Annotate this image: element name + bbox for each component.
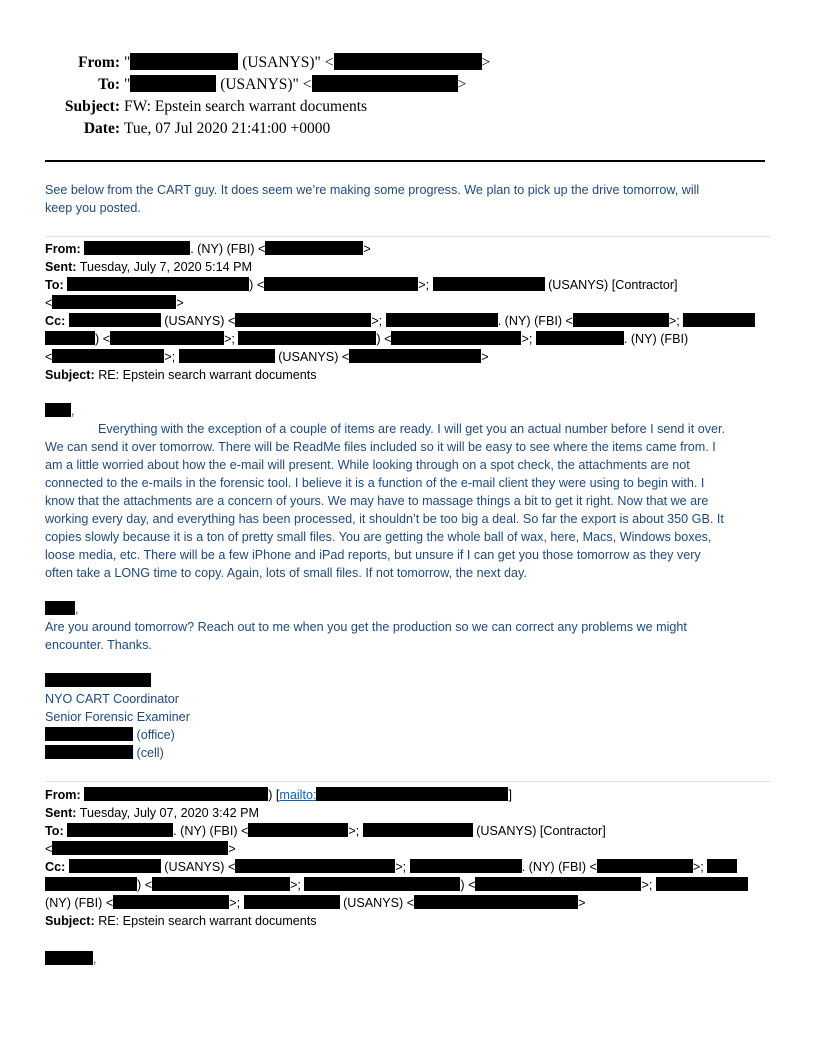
message1-from-line: From: . (NY) (FBI) < > (45, 242, 371, 256)
redaction (84, 241, 190, 255)
redaction (113, 895, 229, 909)
greeting: , (45, 402, 75, 420)
message1-subject-line: Subject: RE: Epstein search warrant documents (45, 368, 317, 382)
redaction (235, 313, 371, 327)
message2-cc-line-cont: ) < >; ) < >; (45, 876, 748, 894)
signature-cell-phone: (cell) (45, 744, 771, 762)
redaction (334, 53, 482, 70)
redaction (316, 787, 508, 801)
message2-from-line: From: ) [mailto: ] (45, 788, 512, 802)
redaction (410, 859, 522, 873)
body-line: encounter. Thanks. (45, 638, 152, 652)
body-line: copies slowly because it is a ton of pretty small files. You are getting the whole ball of wax, here, Macs, Windows boxes, (45, 530, 712, 544)
message1-paragraph (45, 420, 771, 582)
redaction (45, 951, 93, 965)
greeting: , (45, 600, 771, 618)
message1-cc-line-cont: ) < >; ) < >; . (NY) (FBI) (45, 330, 688, 348)
redaction (707, 859, 737, 873)
body-line: Everything with the exception of a couple of items are ready. I will get you an actual number before I send it over. (98, 422, 725, 436)
redaction (45, 673, 151, 687)
redaction (45, 727, 133, 741)
date-label: Date: (83, 120, 120, 137)
redaction (238, 331, 376, 345)
message1-to-line: To: ) < >; (USANYS) [Contractor] (45, 278, 678, 292)
signature (45, 672, 771, 762)
greeting: , (45, 950, 771, 968)
subject-label: Subject: (64, 98, 120, 115)
message1-cc-line: Cc: (USANYS) < >; . (NY) (FBI) < >; (45, 312, 755, 330)
message2-to-line-cont: < > (45, 842, 236, 856)
redaction (248, 823, 348, 837)
redaction (244, 895, 340, 909)
intro-paragraph (45, 181, 771, 217)
signature-title: NYO CART Coordinator (45, 692, 179, 706)
message2-subject-line: Subject: RE: Epstein search warrant documents (45, 914, 317, 928)
redaction (656, 877, 748, 891)
body-line: Are you around tomorrow? Reach out to me when you get the production so we can correct any problems we might (45, 620, 687, 634)
signature-name (45, 672, 771, 690)
message-separator (45, 781, 771, 782)
intro-line: keep you posted. (45, 201, 141, 215)
signature-office-phone: (office) (45, 726, 771, 744)
message1-cc-line-cont: < >; (USANYS) < > (45, 350, 489, 364)
redaction (69, 859, 161, 873)
body-line: often take a LONG time to copy. Again, lots of small files. If not tomorrow, the next day. (45, 566, 527, 580)
body-line: We can send it over tomorrow. There will be ReadMe files included so it will be easy to see where the items came from. I (45, 440, 716, 454)
from-value: " (USANYS)" < > (124, 54, 491, 71)
redaction (597, 859, 693, 873)
redaction (67, 823, 173, 837)
date-value: Tue, 07 Jul 2020 21:41:00 +0000 (124, 120, 331, 137)
redaction (67, 277, 249, 291)
message2-to-line: To: . (NY) (FBI) < >; (USANYS) [Contractor] (45, 824, 606, 838)
subject-value: FW: Epstein search warrant documents (124, 98, 368, 115)
redaction (312, 75, 458, 92)
redaction (349, 349, 481, 363)
redaction (130, 75, 216, 92)
redaction (52, 349, 164, 363)
to-value: " (USANYS)" < > (124, 76, 467, 93)
mailto-link[interactable]: mailto: (279, 788, 508, 802)
redaction (45, 745, 133, 759)
redaction (45, 601, 75, 615)
redaction (179, 349, 275, 363)
redaction (69, 313, 161, 327)
redaction (264, 277, 418, 291)
redaction (304, 877, 460, 891)
redaction (683, 313, 755, 327)
body-line: connected to the e-mails in the forensic tool. I believe it is a function of the e-mail client they were using to begin with. I (45, 476, 705, 490)
body-line: loose media, etc. There will be a few iPhone and iPad reports, but unsure if I can get you those tomorrow as they very (45, 548, 701, 562)
redaction (130, 53, 238, 70)
redaction (152, 877, 290, 891)
signature-title: Senior Forensic Examiner (45, 710, 190, 724)
redaction (386, 313, 498, 327)
message2-body (45, 950, 771, 968)
body-line: am a little worried about how the e-mail will present. While looking through on a spot check, the attachments are not (45, 458, 690, 472)
redaction (391, 331, 521, 345)
redaction (536, 331, 624, 345)
from-label: From: (78, 54, 120, 71)
redaction (52, 841, 228, 855)
redaction (45, 403, 71, 417)
to-label: To: (98, 76, 120, 93)
redaction (45, 331, 95, 345)
header-divider (45, 160, 765, 162)
message2-sent-line: Sent: Tuesday, July 07, 2020 3:42 PM (45, 806, 259, 820)
intro-line: See below from the CART guy. It does seem we’re making some progress. We plan to pick up the drive tomorrow, will (45, 183, 700, 197)
body-line: know that the attachments are a concern of yours. We may have to massage things a bit to get it right. Now that we are (45, 494, 709, 508)
redaction (573, 313, 669, 327)
redaction (110, 331, 224, 345)
message1-sent-line: Sent: Tuesday, July 7, 2020 5:14 PM (45, 260, 252, 274)
message2-cc-line: Cc: (USANYS) < >; . (NY) (FBI) < >; (45, 858, 737, 876)
redaction (414, 895, 578, 909)
message1-to-line-cont: < > (45, 296, 184, 310)
message2-cc-line-cont: (NY) (FBI) < >; (USANYS) < > (45, 896, 586, 910)
redaction (475, 877, 641, 891)
redaction (52, 295, 176, 309)
redaction (235, 859, 395, 873)
redaction (45, 877, 137, 891)
message-separator (45, 236, 771, 237)
redaction (433, 277, 545, 291)
body-line: working every day, and everything has been processed, it shouldn’t be too big a deal. So far the export is about 350 GB. It (45, 512, 724, 526)
redaction (363, 823, 473, 837)
message1-paragraph2 (45, 600, 771, 654)
redaction (84, 787, 268, 801)
redaction (265, 241, 363, 255)
